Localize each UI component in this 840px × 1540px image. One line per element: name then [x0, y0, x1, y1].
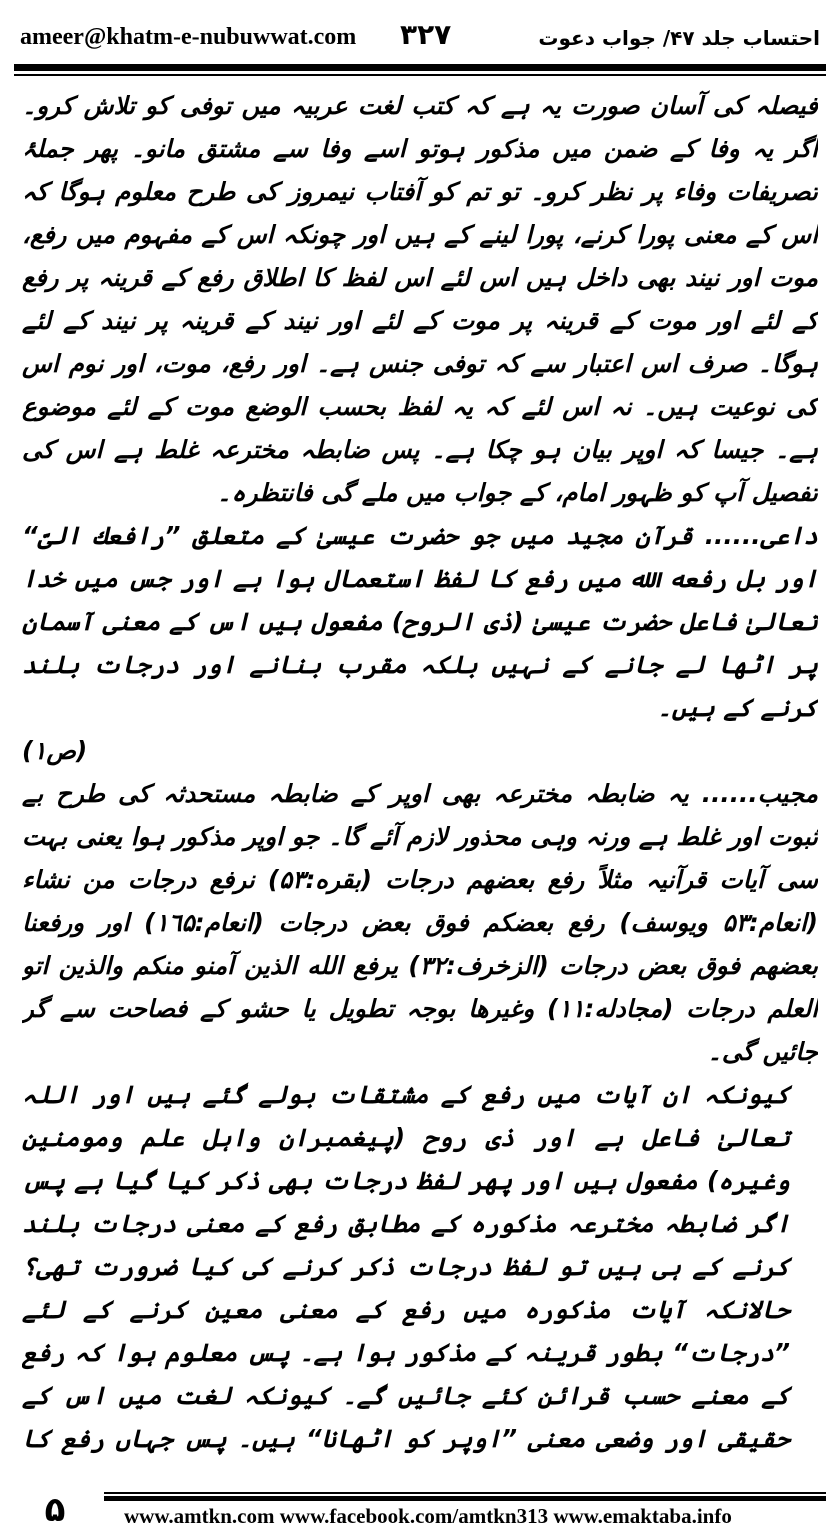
- header-rule-thin: [14, 74, 826, 76]
- page-header: [14, 14, 826, 60]
- page-body: [22, 84, 818, 1468]
- page-footer: [14, 1486, 826, 1536]
- mujib-label: مجیب......: [701, 779, 818, 808]
- header-email: ameer@khatm-e-nubuwwat.com: [20, 24, 357, 50]
- footer-links: www.amtkn.com www.facebook.com/amtkn313 www.emaktaba.info: [124, 1504, 732, 1528]
- footer-rule-thick: [104, 1496, 826, 1501]
- footer-rule-thin: [104, 1492, 826, 1494]
- paragraph-mujib: [22, 772, 818, 1073]
- dai-label: داعی......: [704, 521, 818, 550]
- paragraph-dai: [22, 514, 818, 772]
- header-rule-thick: [14, 64, 826, 71]
- mujib-text: یہ ضابطہ مخترعہ بھی اوپر کے ضابطہ مستحدثہ کی طرح بے ثبوت اور غلط ہے ورنہ وہی محذور لازم آئے گا۔ جو اوپر مذکور ہوا یعنی بہت سی آیات قرآنیہ مثلاً رفع بعضهم درجات (بقره:۵۳) نرفع درجات من نشاء (انعام:۵۳ ویوسف) رفع بعضکم فوق بعض درجات (انعام:۱٦۵) اور ورفعنا بعضهم فوق بعض درجات (الزخرف:۳۲) یرفع الله الذین آمنو منکم والذین اتو العلم درجات (مجادله:۱۱) وغیرها بوجہ تطویل یا حشو کے فصاحت سے گر جائیں گی۔: [22, 779, 818, 1066]
- footer-page-number: ۵: [44, 1490, 66, 1530]
- paragraph-2: کیونکہ ان آیات میں رفع کے مشتقات بولے گئے ہیں اور اللہ تعالیٰ فاعل ہے اور ذی روح (پیغمبران واہل علم ومومنین وغیرہ) مفعول ہیں اور پھر لفظ درجات بھی ذکر کیا گیا ہے پس اگر ضابطہ مخترعہ مذکورہ کے مطابق رفع کے معنی درجات بلند کرنے کے ہی ہیں تو لفظ درجات ذکر کرنے کی کیا ضرورت تھی؟ حالانکہ آیات مذکورہ میں رفع کے معنی معین کرنے کے لئے ”درجات“ بطور قرینہ کے مذکور ہوا ہے۔ پس معلوم ہوا کہ رفع کے معنے حسب قرائن کئے جائیں گے۔ کیونکہ لغت میں اس کے حقیقی اور وضعی معنی ”اوپر کو اٹھانا“ ہیں۔ پس جہاں رفع کا: [22, 1080, 790, 1453]
- header-title: احتساب جلد ۴۷/ جواب دعوت: [538, 26, 820, 50]
- dai-reference: (ص۱): [22, 736, 88, 765]
- dai-text: قرآن مجید میں جو حضرت عیسیٰ کے متعلق ”رافعك الیّ“ اور بل رفعه الله میں رفع کا لفظ استعمال ہوا ہے اور جس میں خدا تعالیٰ فاعل حضرت عیسیٰ (ذی الروح) مفعول ہیں اس کے معنی آسمان پر اٹھا لے جانے کے نہیں بلکہ مقرب بنانے اور درجات بلند کرنے کے ہیں۔: [22, 521, 818, 722]
- paragraph-1: فیصلہ کی آسان صورت یہ ہے کہ کتب لغت عربیہ میں توفی کو تلاش کرو۔ اگر یہ وفا کے ضمن میں مذکور ہوتو اسے وفا سے مشتق مانو۔ پھر جملۂ تصریفات وفاء پر نظر کرو۔ تو تم کو آفتاب نیمروز کی طرح معلوم ہوگا کہ اس کے معنی پورا کرنے، پورا لینے کے ہیں اور چونکہ اس کے مفہوم میں رفع، موت اور نیند بھی داخل ہیں اس لئے اس لفظ کا اطلاق رفع کے قرینہ پر رفع کے لئے اور موت کے قرینہ پر موت کے لئے اور نیند کے قرینہ پر نیند کے لئے ہوگا۔ صرف اس اعتبار سے کہ توفی جنس ہے۔ اور رفع، موت، اور نوم اس کی نوعیت ہیں۔ نہ اس لئے کہ یہ لفظ بحسب الوضع موت کے لئے موضوع ہے۔ جیسا کہ اوپر بیان ہو چکا ہے۔ پس ضابطہ مخترعہ غلط ہے اس کی تفصیل آپ کو ظہور امام، کے جواب میں ملے گی فانتظرہ۔: [22, 91, 818, 507]
- header-page-number: ۳۲۷: [400, 18, 452, 51]
